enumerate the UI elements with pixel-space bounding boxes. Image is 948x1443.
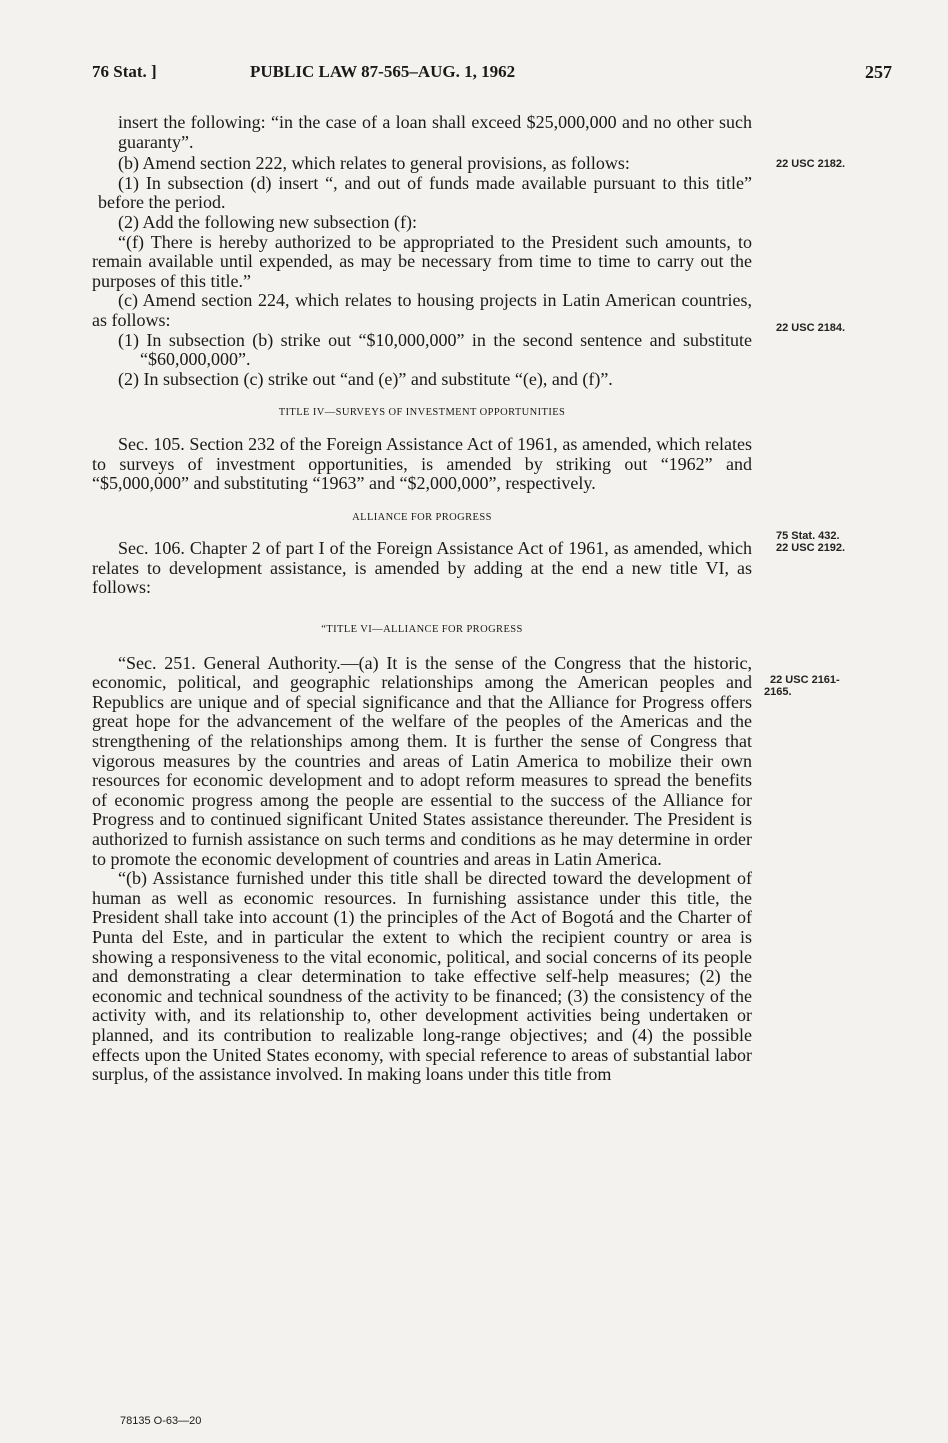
section-heading: ALLIANCE FOR PROGRESS	[352, 511, 492, 523]
running-header	[92, 62, 892, 90]
paragraph: “(b) Assistance furnished under this title shall be directed toward the development of human as well as economic resources. In furnishing assistance under this title, the President shall take into account (1) the principles of the Act of Bogotá and the Charter of Punta del Este, and in particular the extent to which the recipient country or area is showing a responsiveness to the vital economic, political, and social concerns of its people and demonstrating a clear determination to take effective self-help measures; (2) the economic and technical soundness of the activity to be financed; (3) the consistency of the activity with, and its relationship to, other development activities being undertaken or planned, and its contribution to realizable long-range objectives; and (4) the possible effects upon the United States economy, with special reference to areas of substantial labor surplus, of the assistance involved. In making loans under this title from	[92, 868, 752, 1085]
margin-citation: 22 USC 2161- 2165.	[764, 674, 840, 698]
paragraph: Sec. 106. Chapter 2 of part I of the Foreign Assistance Act of 1961, as amended, which relates to development assistance, is amended by adding at the end a new title VI, as follows:	[92, 538, 752, 598]
paragraph: (1) In subsection (d) insert “, and out of funds made available pursuant to this title” before the period.	[98, 172, 752, 213]
section-heading: “TITLE VI—ALLIANCE FOR PROGRESS	[321, 624, 523, 636]
paragraph: (2) Add the following new subsection (f):	[118, 211, 417, 232]
paragraph: (2) In subsection (c) strike out “and (e)” and substitute “(e), and (f)”.	[118, 368, 613, 389]
page-number: 257	[865, 62, 892, 82]
paragraph: “(f) There is hereby authorized to be appropriated to the President such amounts, to remain available until expended, as may be necessary from time to time to carry out the purposes of this title.”	[92, 231, 752, 291]
paragraph: insert the following: “in the case of a loan shall exceed $25,000,000 and no other such guaranty”.	[118, 112, 752, 152]
paragraph: (b) Amend section 222, which relates to general provisions, as follows:	[118, 153, 630, 174]
margin-citation: 22 USC 2182.	[776, 158, 846, 170]
paragraph: (c) Amend section 224, which relates to housing projects in Latin American countries, as follows:	[92, 290, 752, 330]
paragraph: (1) In subsection (b) strike out “$10,000,000” in the second sentence and substitute “$60,000,000”.	[118, 329, 752, 370]
footer-print-code: 78135 O-63—20	[120, 1415, 202, 1427]
header-statute-ref: 76 Stat. ]	[92, 62, 157, 81]
paragraph: “Sec. 251. General Authority.—(a) It is the sense of the Congress that the historic, economic, political, and geographic relationships among the American peoples and Republics are unique and of special significance and that the Alliance for Progress offers great hope for the advancement of the welfare of the peoples of the Americas and the strengthening of the relationships among them. It is further the sense of Congress that vigorous measures by the countries and areas of Latin America to mobilize their own resources for economic development and to adopt reform measures to spread the benefits of economic progress among the people are essential to the success of the Alliance for Progress and to continued significant United States assistance thereunder. The President is authorized to furnish assistance on such terms and conditions as he may determine in order to promote the economic development of countries and areas in Latin America.	[92, 652, 752, 869]
margin-citation: 22 USC 2184.	[776, 322, 846, 334]
paragraph: Sec. 105. Section 232 of the Foreign Assistance Act of 1961, as amended, which relates to surveys of investment opportunities, is amended by striking out “1962” and “$5,000,000” and substituting “1963” and “$2,000,000”, respectively.	[92, 433, 752, 494]
margin-citation: 75 Stat. 432. 22 USC 2192.	[776, 530, 846, 554]
document-body	[92, 113, 752, 1085]
header-law-title: PUBLIC LAW 87-565–AUG. 1, 1962	[250, 62, 516, 81]
section-heading: TITLE IV—SURVEYS OF INVESTMENT OPPORTUNITIES	[278, 407, 566, 419]
